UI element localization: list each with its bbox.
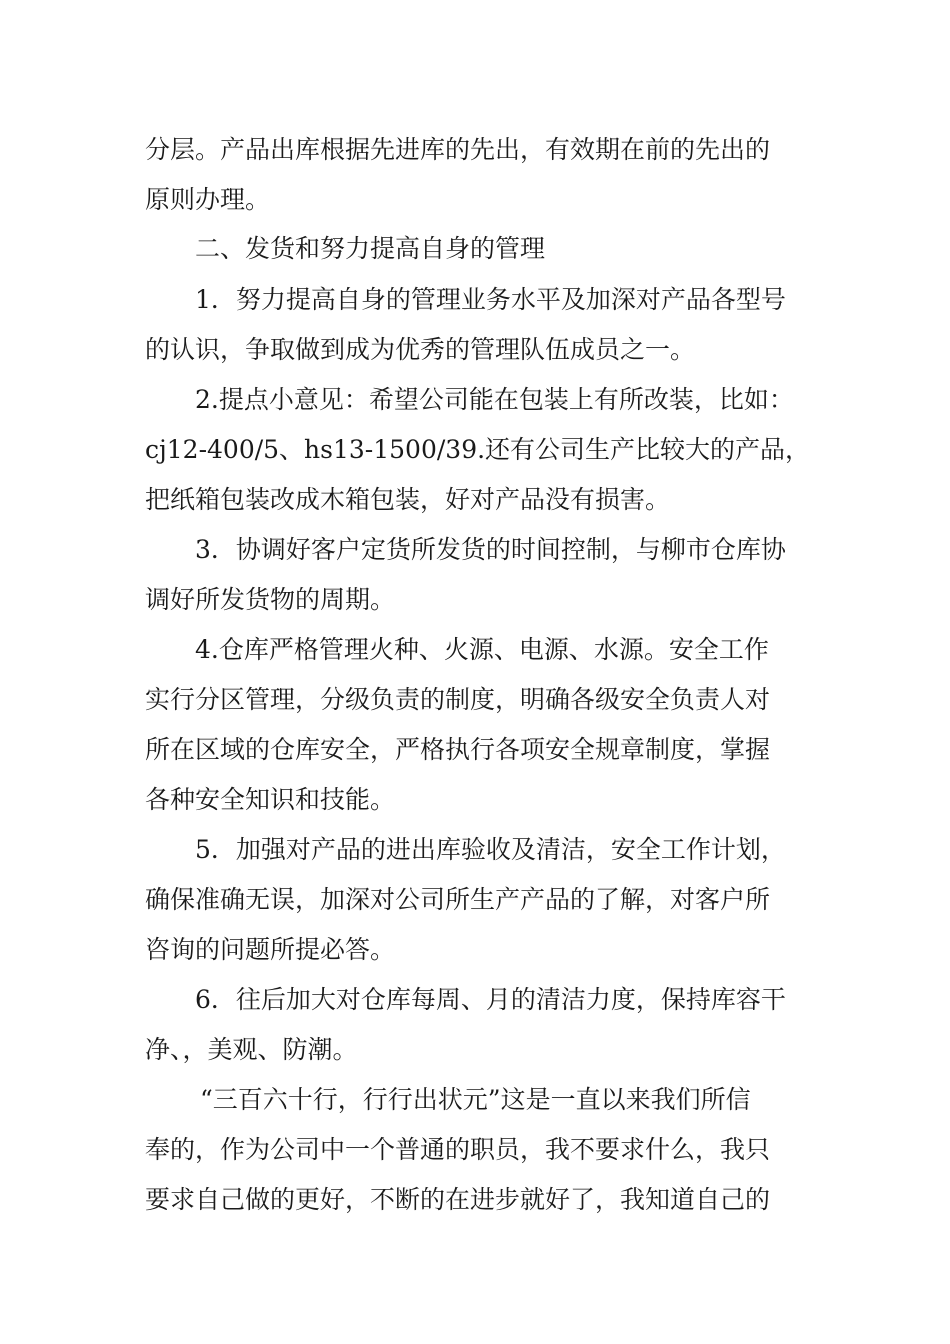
text-line-content: 要求自己做的更好，不断的在进步就好了，我知道自己的	[145, 1185, 771, 1214]
text-line	[0, 580, 950, 620]
text-line-content: 4.仓库严格管理火种、火源、电源、水源。安全工作	[195, 635, 769, 664]
text-line	[0, 280, 950, 320]
text-line-content: 6．往后加大对仓库每周、月的清洁力度，保持库容干	[195, 985, 786, 1014]
text-line	[0, 1130, 950, 1170]
text-line-content: 2.提点小意见：希望公司能在包装上有所改装，比如：	[195, 385, 794, 414]
text-line	[0, 180, 950, 220]
text-line	[0, 430, 950, 470]
text-line-content: 净、，美观、防潮。	[145, 1035, 358, 1064]
text-line	[0, 330, 950, 370]
text-line	[0, 1080, 950, 1120]
text-line-content: 调好所发货物的周期。	[145, 585, 396, 614]
text-line-content: 把纸箱包装改成木箱包装，好对产品没有损害。	[145, 485, 671, 514]
text-line-content: “三百六十行，行行出状元”这是一直以来我们所信	[200, 1085, 751, 1114]
text-line-content: 咨询的问题所提必答。	[145, 935, 396, 964]
section-heading	[0, 229, 950, 269]
text-line-content: 确保准确无误，加深对公司所生产产品的了解，对客户所	[145, 885, 771, 914]
text-line-content: 的认识，争取做到成为优秀的管理队伍成员之一。	[145, 335, 696, 364]
text-line	[0, 480, 950, 520]
text-line-content: cj12-400/5、hs13-1500/39.还有公司生产比较大的产品，	[145, 435, 811, 464]
text-line	[0, 630, 950, 670]
text-line-content: 奉的，作为公司中一个普通的职员，我不要求什么，我只	[145, 1135, 771, 1164]
text-line-content: 分层。产品出库根据先进库的先出，有效期在前的先出的	[145, 135, 771, 164]
text-line	[0, 930, 950, 970]
text-line-content: 5．加强对产品的进出库验收及清洁，安全工作计划，	[195, 835, 786, 864]
text-line	[0, 980, 950, 1020]
text-line	[0, 130, 950, 170]
text-line-content: 实行分区管理，分级负责的制度，明确各级安全负责人对	[145, 685, 771, 714]
text-line	[0, 780, 950, 820]
text-line	[0, 380, 950, 420]
text-line-content: 各种安全知识和技能。	[145, 785, 396, 814]
text-line	[0, 1030, 950, 1070]
text-line	[0, 680, 950, 720]
section-heading-text: 二、发货和努力提高自身的管理	[195, 234, 546, 263]
text-line-content: 原则办理。	[145, 185, 271, 214]
text-line	[0, 530, 950, 570]
text-line	[0, 730, 950, 770]
text-line	[0, 880, 950, 920]
text-line-content: 1．努力提高自身的管理业务水平及加深对产品各型号	[195, 285, 786, 314]
text-line	[0, 1180, 950, 1220]
text-line	[0, 830, 950, 870]
text-line-content: 所在区域的仓库安全，严格执行各项安全规章制度，掌握	[145, 735, 771, 764]
text-line-content: 3．协调好客户定货所发货的时间控制，与柳市仓库协	[195, 535, 786, 564]
